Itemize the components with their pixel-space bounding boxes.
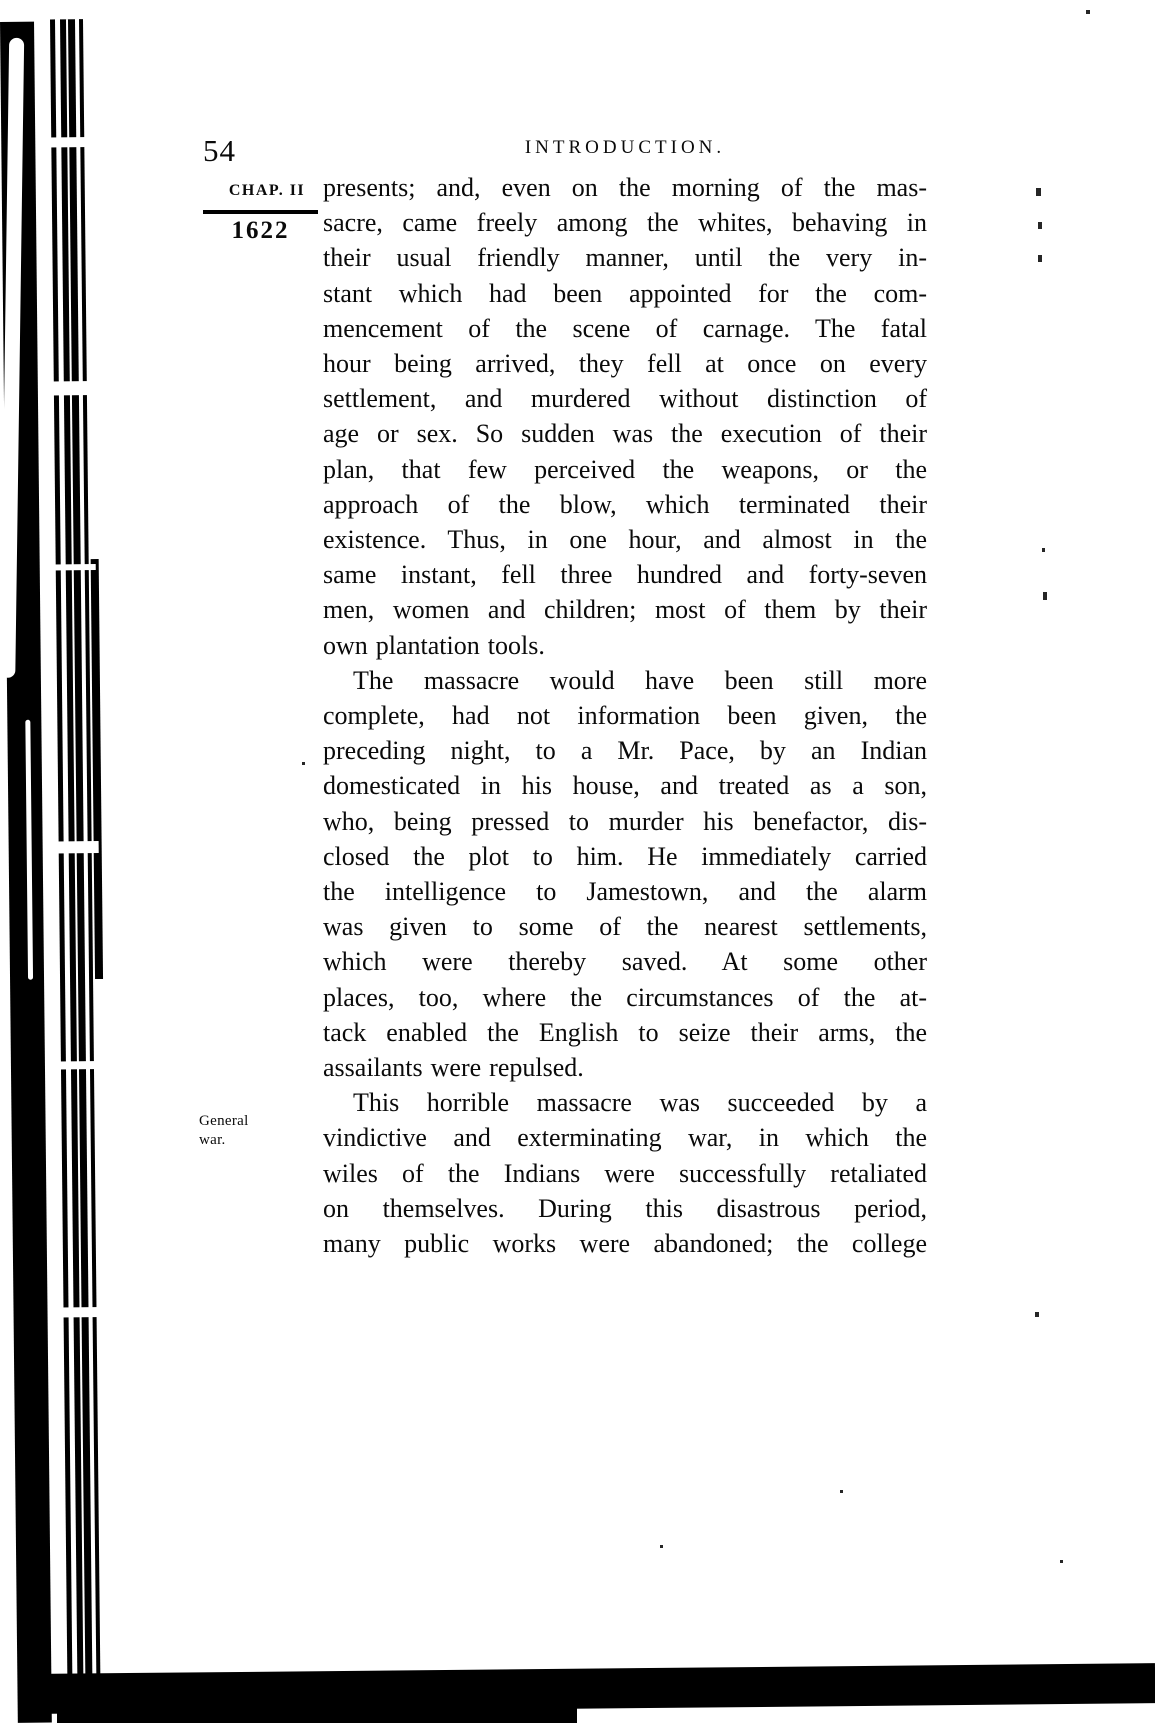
scan-stripe-gap <box>52 564 96 570</box>
scan-speck <box>1038 255 1042 262</box>
scan-binding-artifact <box>0 19 128 1723</box>
margin-year-note: 1622 <box>231 217 290 244</box>
body-line: sacre, came freely among the whites, behaving in <box>323 208 927 238</box>
body-line: who, being pressed to murder his benefactor, dis- <box>323 806 927 836</box>
body-line: age or sex. So sudden was the execution of their <box>323 419 927 449</box>
body-line: settlement, and murdered without distinction of <box>323 384 927 414</box>
body-line: was given to some of the nearest settlements, <box>323 912 927 942</box>
body-line: which were thereby saved. At some other <box>323 947 927 977</box>
body-line: places, too, where the circumstances of the at- <box>323 982 927 1012</box>
body-line: closed the plot to him. He immediately carried <box>323 841 927 871</box>
scan-speck <box>1038 222 1042 229</box>
margin-side-note <box>199 1112 309 1150</box>
body-line: many public works were abandoned; the college <box>323 1229 927 1259</box>
body-line: preceding night, to a Mr. Pace, by an Indian <box>323 736 927 766</box>
body-line: domesticated in his house, and treated as a son, <box>323 771 927 801</box>
scan-stripe-gap <box>55 841 99 853</box>
body-line: plan, that few perceived the weapons, or the <box>323 454 927 484</box>
scan-speck <box>840 1490 843 1493</box>
scan-speck <box>302 762 305 765</box>
body-line: approach of the blow, which terminated their <box>323 489 927 519</box>
margin-chapter-note: CHAP. II <box>228 182 306 199</box>
margin-side-note-line: war. <box>199 1132 226 1148</box>
scan-speck <box>1043 592 1047 600</box>
margin-side-note-line: General <box>199 1113 249 1129</box>
body-line: the intelligence to Jamestown, and the alarm <box>323 877 927 907</box>
body-line: presents; and, even on the morning of the mas- <box>323 173 927 202</box>
body-line: their usual friendly manner, until the very in- <box>323 243 927 273</box>
page-number: 54 <box>203 133 236 168</box>
scan-speck <box>1060 1560 1063 1563</box>
scan-stripe-gap <box>47 137 91 147</box>
scan-bottom-band <box>57 1706 577 1723</box>
body-line: assailants were repulsed. <box>323 1053 584 1083</box>
scan-stripe-gap <box>57 1061 101 1069</box>
body-line: mencement of the scene of carnage. The fatal <box>323 313 927 343</box>
body-line: vindictive and exterminating war, in which the <box>323 1123 927 1153</box>
scan-speck <box>1035 1312 1039 1317</box>
body-line: The massacre would have been still more <box>353 665 927 695</box>
body-line: men, women and children; most of them by their <box>323 595 927 625</box>
body-line: existence. Thus, in one hour, and almost in the <box>323 525 927 555</box>
margin-note-rule <box>203 210 318 214</box>
body-line: same instant, fell three hundred and forty-seven <box>323 560 927 590</box>
body-line: own plantation tools. <box>323 630 545 660</box>
body-line: hour being arrived, they fell at once on every <box>323 349 927 379</box>
body-line: on themselves. During this disastrous period, <box>323 1193 927 1223</box>
body-line: tack enabled the English to seize their arms, the <box>323 1017 927 1047</box>
scan-stripe-gap <box>59 1307 103 1317</box>
body-line: This horrible massacre was succeeded by a <box>353 1088 927 1118</box>
scan-stripe-gap <box>50 381 94 395</box>
scan-stripe <box>91 559 103 979</box>
scan-speck <box>1036 188 1041 196</box>
body-text <box>323 170 927 1261</box>
scan-speck <box>1086 10 1090 14</box>
body-line: wiles of the Indians were successfully retaliated <box>323 1158 927 1188</box>
scan-speck <box>1042 548 1045 552</box>
running-header: INTRODUCTION. <box>524 137 726 158</box>
scan-speck <box>660 1545 663 1548</box>
body-line: stant which had been appointed for the com- <box>323 278 927 308</box>
body-line: complete, had not information been given, the <box>323 701 927 731</box>
